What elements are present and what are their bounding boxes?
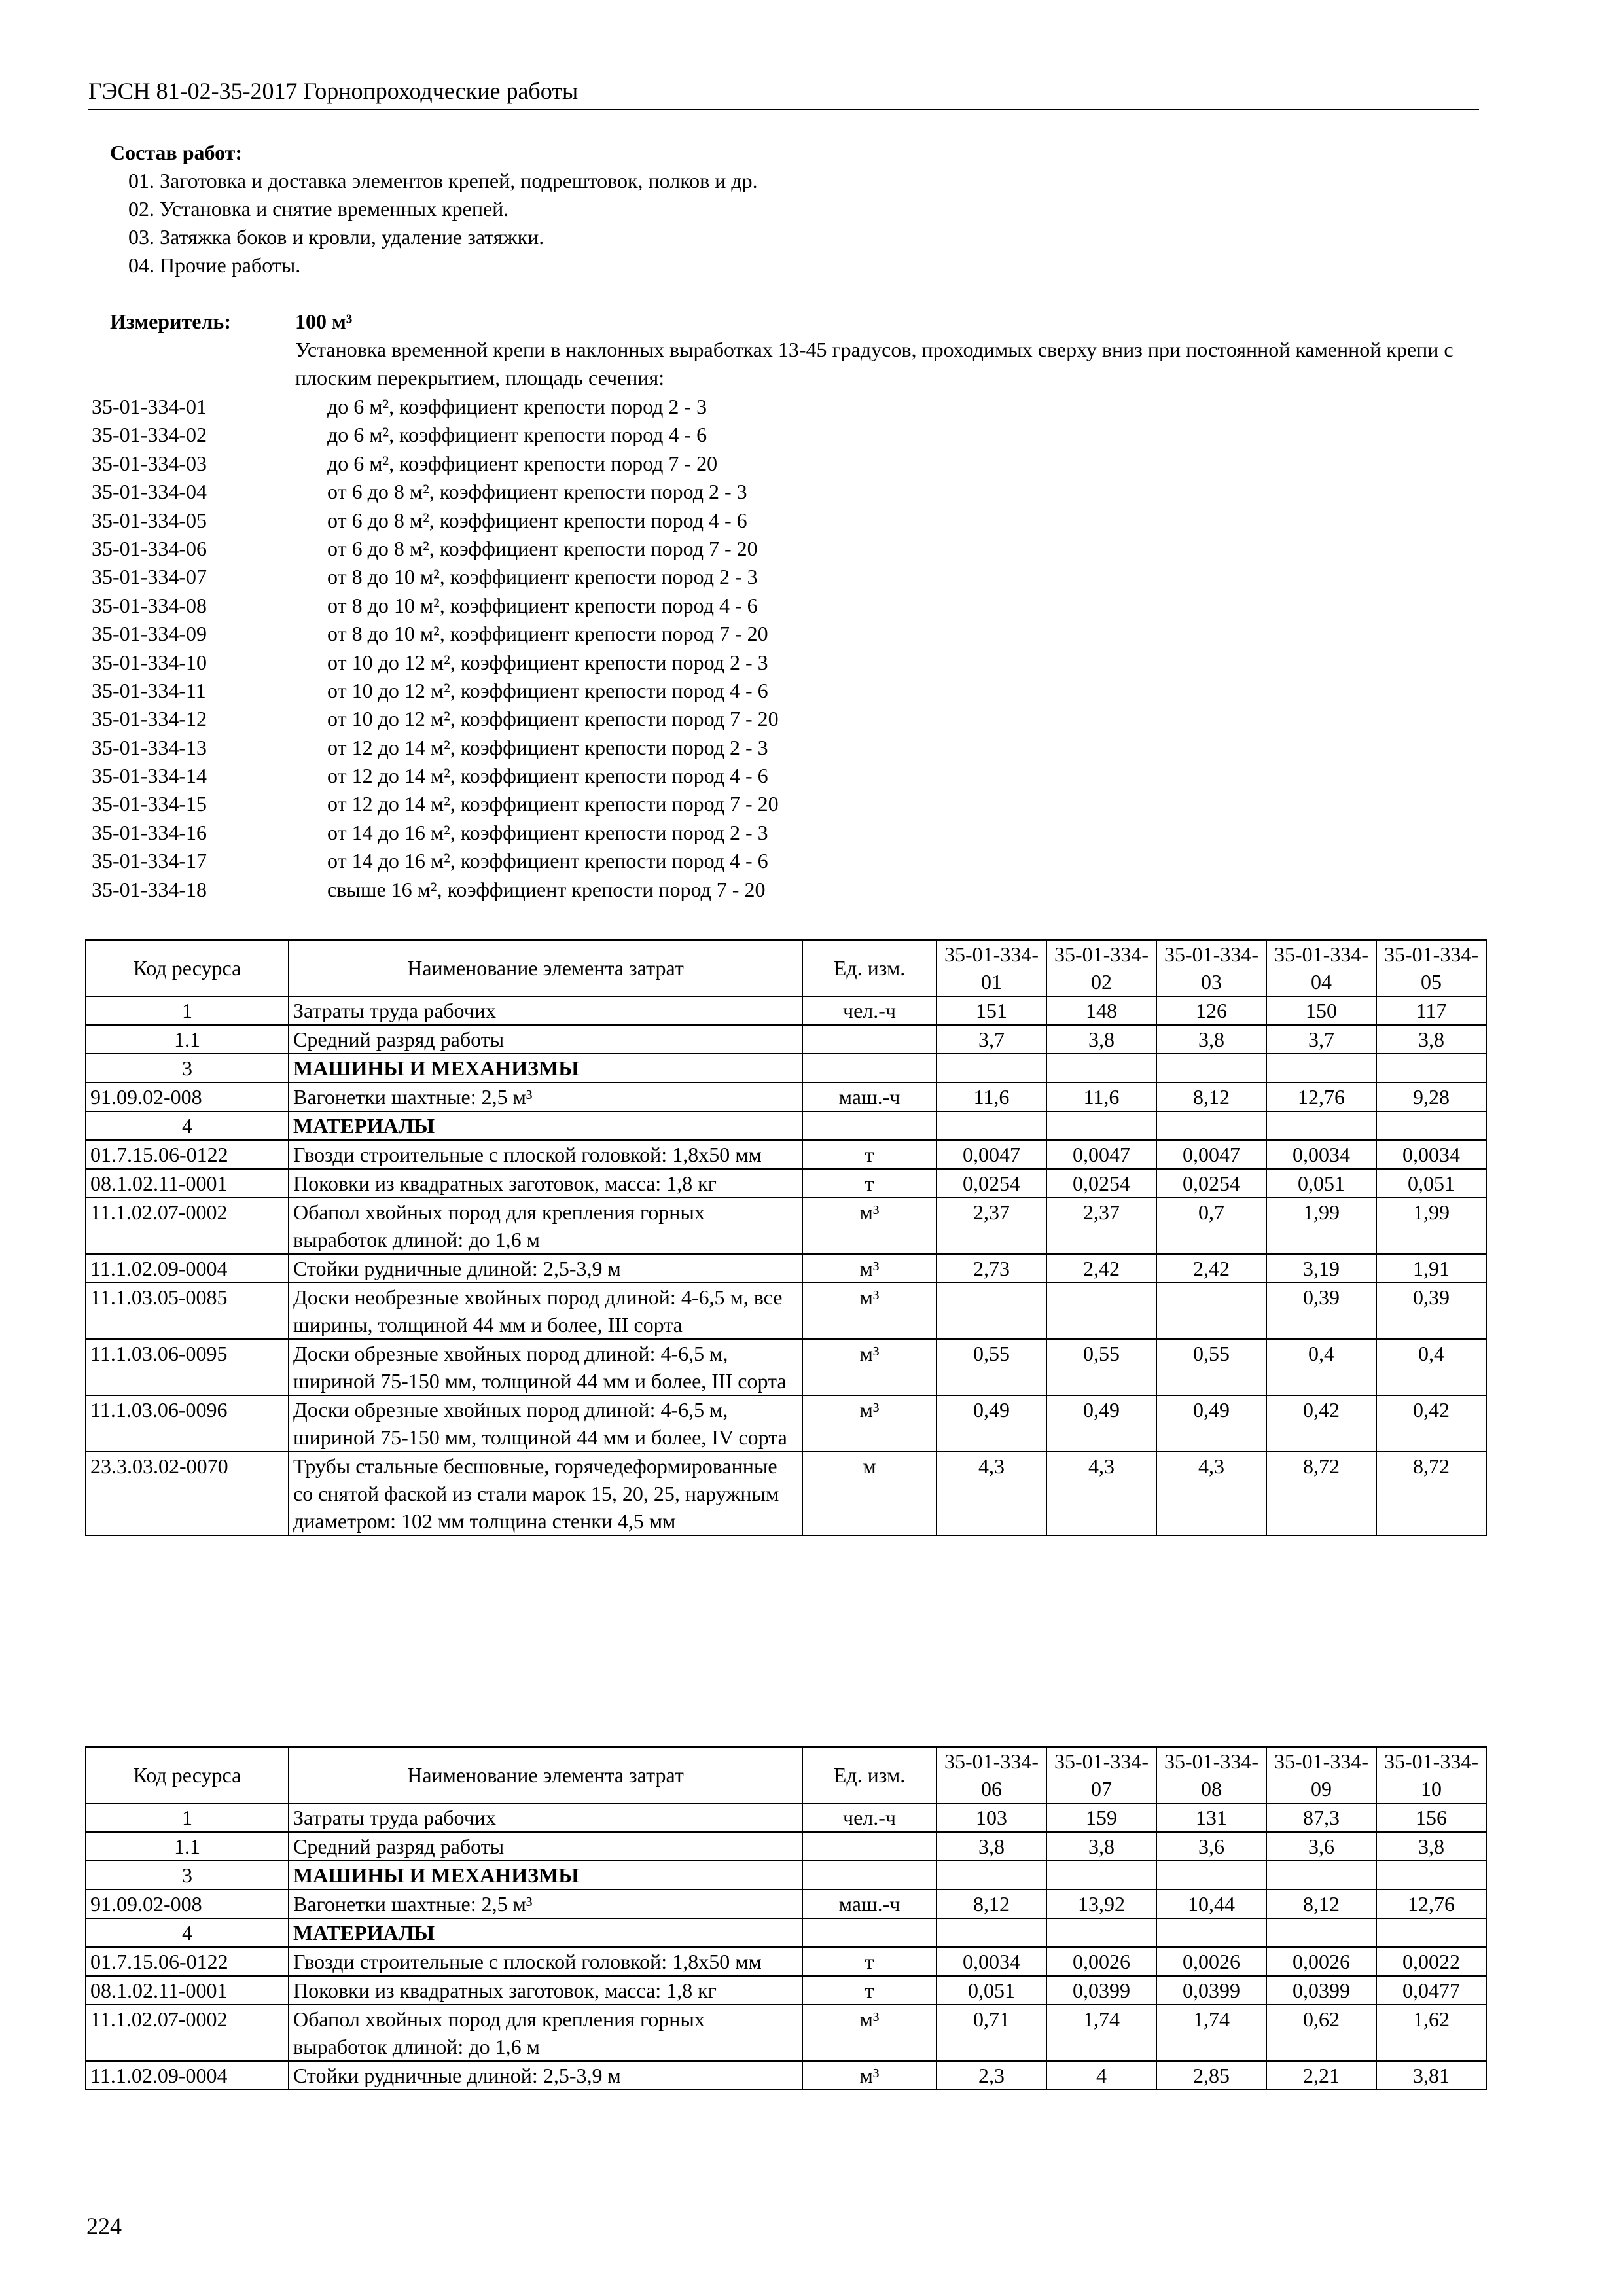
cell-code: 01.7.15.06-0122: [86, 1140, 289, 1169]
cell-value: 0,0399: [1266, 1976, 1376, 2005]
code-description: от 10 до 12 м², коэффициент крепости пород 4 - 6: [327, 678, 768, 702]
cell-unit: м³: [802, 2061, 936, 2090]
table-row: [86, 1169, 1486, 1198]
code-description: от 12 до 14 м², коэффициент крепости пород 4 - 6: [327, 764, 768, 788]
cell-code: 11.1.03.05-0085: [86, 1283, 289, 1339]
cell-value: 12,76: [1376, 1890, 1486, 1918]
code-number: 35-01-334-16: [92, 820, 207, 844]
table-row: [86, 1339, 1486, 1395]
cell-name: Вагонетки шахтные: 2,5 м³: [289, 1890, 802, 1918]
cell-code: 3: [86, 1861, 289, 1890]
table-row: [86, 1890, 1486, 1918]
code-description: от 8 до 10 м², коэффициент крепости пород 7 - 20: [327, 622, 768, 646]
table-header-row: [86, 1747, 1486, 1803]
table-row: [86, 1025, 1486, 1054]
cell-value: 11,6: [1046, 1083, 1156, 1111]
composition-item: 02. Установка и снятие временных крепей.: [128, 197, 509, 221]
header-col: 35-01-334-04: [1266, 940, 1376, 996]
cell-value: [1156, 1918, 1266, 1947]
cell-value: 0,0026: [1156, 1947, 1266, 1976]
cell-unit: м³: [802, 1254, 936, 1283]
resource-table-1: [85, 939, 1487, 1536]
cell-value: 8,72: [1266, 1452, 1376, 1535]
resource-table-2: [85, 1746, 1487, 2090]
cell-value: [936, 1861, 1046, 1890]
cell-code: 01.7.15.06-0122: [86, 1947, 289, 1976]
cell-value: 3,7: [1266, 1025, 1376, 1054]
cell-name: Средний разряд работы: [289, 1025, 802, 1054]
cell-value: [1156, 1111, 1266, 1140]
code-description: от 14 до 16 м², коэффициент крепости пород 2 - 3: [327, 820, 768, 844]
composition-item: 04. Прочие работы.: [128, 253, 301, 277]
cell-value: 10,44: [1156, 1890, 1266, 1918]
cell-value: 2,42: [1156, 1254, 1266, 1283]
header-col: 35-01-334-07: [1046, 1747, 1156, 1803]
cell-value: 103: [936, 1803, 1046, 1832]
cell-value: 0,0254: [1156, 1169, 1266, 1198]
cell-value: 2,73: [936, 1254, 1046, 1283]
cell-value: 9,28: [1376, 1083, 1486, 1111]
cell-value: [936, 1111, 1046, 1140]
code-description: от 8 до 10 м², коэффициент крепости пород 4 - 6: [327, 593, 758, 617]
cell-value: 0,71: [936, 2005, 1046, 2061]
table-row: [86, 1832, 1486, 1861]
code-description: от 14 до 16 м², коэффициент крепости пород 4 - 6: [327, 849, 768, 873]
cell-name: Вагонетки шахтные: 2,5 м³: [289, 1083, 802, 1111]
header-name: Наименование элемента затрат: [289, 1747, 802, 1803]
cell-value: 2,85: [1156, 2061, 1266, 2090]
cell-value: 0,4: [1376, 1339, 1486, 1395]
cell-unit: чел.-ч: [802, 996, 936, 1025]
cell-name: МАТЕРИАЛЫ: [289, 1918, 802, 1947]
cell-value: 3,8: [1376, 1025, 1486, 1054]
cell-unit: м³: [802, 2005, 936, 2061]
cell-value: 3,6: [1156, 1832, 1266, 1861]
cell-unit: [802, 1918, 936, 1947]
cell-value: 0,0399: [1046, 1976, 1156, 2005]
cell-unit: м³: [802, 1339, 936, 1395]
cell-value: 156: [1376, 1803, 1486, 1832]
meter-unit: 100 м³: [295, 310, 353, 333]
cell-value: 0,7: [1156, 1198, 1266, 1254]
cell-value: 0,49: [1156, 1395, 1266, 1452]
cell-value: 0,39: [1376, 1283, 1486, 1339]
code-number: 35-01-334-14: [92, 764, 207, 788]
cell-name: Обапол хвойных пород для крепления горных выработок длиной: до 1,6 м: [289, 2005, 802, 2061]
cell-value: 2,37: [936, 1198, 1046, 1254]
cell-value: 0,0254: [936, 1169, 1046, 1198]
table-row: [86, 1111, 1486, 1140]
cell-value: 3,8: [1376, 1832, 1486, 1861]
table-row: [86, 1452, 1486, 1535]
cell-value: 1,74: [1156, 2005, 1266, 2061]
cell-value: 87,3: [1266, 1803, 1376, 1832]
cell-value: 0,0034: [1376, 1140, 1486, 1169]
code-number: 35-01-334-07: [92, 565, 207, 589]
cell-value: 4,3: [936, 1452, 1046, 1535]
cell-value: 0,0026: [1046, 1947, 1156, 1976]
code-number: 35-01-334-03: [92, 451, 207, 475]
header-col: 35-01-334-02: [1046, 940, 1156, 996]
cell-code: 91.09.02-008: [86, 1083, 289, 1111]
cell-value: [936, 1918, 1046, 1947]
table-row: [86, 996, 1486, 1025]
table-row: [86, 1083, 1486, 1111]
cell-unit: т: [802, 1140, 936, 1169]
cell-name: МАТЕРИАЛЫ: [289, 1111, 802, 1140]
code-number: 35-01-334-02: [92, 423, 207, 447]
cell-value: 131: [1156, 1803, 1266, 1832]
cell-unit: [802, 1025, 936, 1054]
table-row: [86, 1803, 1486, 1832]
cell-value: [1376, 1861, 1486, 1890]
cell-value: 0,42: [1266, 1395, 1376, 1452]
table-row: [86, 1054, 1486, 1083]
cell-value: [1266, 1111, 1376, 1140]
cell-name: Гвозди строительные с плоской головкой: 1,8x50 мм: [289, 1140, 802, 1169]
cell-unit: м³: [802, 1283, 936, 1339]
code-number: 35-01-334-15: [92, 792, 207, 816]
code-number: 35-01-334-06: [92, 536, 207, 560]
cell-code: 11.1.02.09-0004: [86, 1254, 289, 1283]
cell-value: 0,0034: [936, 1947, 1046, 1976]
page-number: 224: [86, 2213, 122, 2239]
work-composition: [110, 139, 758, 279]
code-description: от 8 до 10 м², коэффициент крепости пород 2 - 3: [327, 565, 758, 589]
cell-value: [1376, 1918, 1486, 1947]
header-unit: Ед. изм.: [802, 940, 936, 996]
cell-value: 0,49: [936, 1395, 1046, 1452]
cell-value: 126: [1156, 996, 1266, 1025]
cell-code: 08.1.02.11-0001: [86, 1169, 289, 1198]
table-row: [86, 1976, 1486, 2005]
cell-code: 1.1: [86, 1025, 289, 1054]
code-number: 35-01-334-05: [92, 508, 207, 532]
cell-value: [1266, 1918, 1376, 1947]
code-number: 35-01-334-09: [92, 622, 207, 646]
header-col: 35-01-334-01: [936, 940, 1046, 996]
table-row: [86, 1198, 1486, 1254]
cell-code: 1.1: [86, 1832, 289, 1861]
cell-value: 148: [1046, 996, 1156, 1025]
cell-name: Доски обрезные хвойных пород длиной: 4-6,5 м, шириной 75-150 мм, толщиной 44 мм и более, IV сорта: [289, 1395, 802, 1452]
cell-value: 0,4: [1266, 1339, 1376, 1395]
cell-value: 3,19: [1266, 1254, 1376, 1283]
cell-value: 0,49: [1046, 1395, 1156, 1452]
cell-value: 3,8: [1046, 1025, 1156, 1054]
cell-value: 0,0022: [1376, 1947, 1486, 1976]
cell-value: [1266, 1861, 1376, 1890]
code-description: до 6 м², коэффициент крепости пород 4 - 6: [327, 423, 707, 447]
cell-unit: маш.-ч: [802, 1083, 936, 1111]
cell-value: 0,051: [1266, 1169, 1376, 1198]
cell-unit: [802, 1832, 936, 1861]
cell-name: Доски необрезные хвойных пород длиной: 4-6,5 м, все ширины, толщиной 44 мм и более, III сорта: [289, 1283, 802, 1339]
cell-value: 12,76: [1266, 1083, 1376, 1111]
page-header: [88, 76, 1479, 110]
cell-value: [1266, 1054, 1376, 1083]
cell-code: 4: [86, 1918, 289, 1947]
cell-value: 0,0399: [1156, 1976, 1266, 2005]
code-description: от 6 до 8 м², коэффициент крепости пород 7 - 20: [327, 536, 758, 560]
cell-code: 11.1.02.07-0002: [86, 2005, 289, 2061]
table-header-row: [86, 940, 1486, 996]
composition-title: Состав работ:: [110, 141, 243, 164]
cell-value: 0,0047: [1046, 1140, 1156, 1169]
composition-item: 01. Заготовка и доставка элементов крепей, подрештовок, полков и др.: [128, 169, 758, 192]
cell-value: 1,99: [1266, 1198, 1376, 1254]
table-row: [86, 1918, 1486, 1947]
table-row: [86, 2005, 1486, 2061]
code-description: от 6 до 8 м², коэффициент крепости пород 4 - 6: [327, 508, 747, 532]
cell-value: 1,91: [1376, 1254, 1486, 1283]
cell-value: [1376, 1111, 1486, 1140]
cell-value: 0,62: [1266, 2005, 1376, 2061]
code-description: от 12 до 14 м², коэффициент крепости пород 7 - 20: [327, 792, 779, 816]
cell-name: Средний разряд работы: [289, 1832, 802, 1861]
code-number: 35-01-334-17: [92, 849, 207, 873]
cell-value: 2,42: [1046, 1254, 1156, 1283]
cell-value: [1046, 1054, 1156, 1083]
cell-value: 159: [1046, 1803, 1156, 1832]
cell-name: Обапол хвойных пород для крепления горных выработок длиной: до 1,6 м: [289, 1198, 802, 1254]
code-description: от 12 до 14 м², коэффициент крепости пород 2 - 3: [327, 735, 768, 759]
header-col: 35-01-334-08: [1156, 1747, 1266, 1803]
cell-name: Стойки рудничные длиной: 2,5-3,9 м: [289, 2061, 802, 2090]
cell-name: Затраты труда рабочих: [289, 1803, 802, 1832]
cell-value: 0,0047: [1156, 1140, 1266, 1169]
cell-value: 0,55: [1156, 1339, 1266, 1395]
code-description: до 6 м², коэффициент крепости пород 7 - 20: [327, 451, 718, 475]
cell-code: 11.1.02.09-0004: [86, 2061, 289, 2090]
cell-value: 0,55: [936, 1339, 1046, 1395]
header-unit: Ед. изм.: [802, 1747, 936, 1803]
cell-value: [1046, 1918, 1156, 1947]
cell-value: 117: [1376, 996, 1486, 1025]
cell-unit: т: [802, 1976, 936, 2005]
code-description: свыше 16 м², коэффициент крепости пород 7 - 20: [327, 877, 766, 901]
cell-unit: чел.-ч: [802, 1803, 936, 1832]
cell-code: 11.1.03.06-0095: [86, 1339, 289, 1395]
cell-name: МАШИНЫ И МЕХАНИЗМЫ: [289, 1054, 802, 1083]
cell-name: Трубы стальные бесшовные, горячедеформированные со снятой фаской из стали марок 15, 20, 25, наружным диаметром: 102 мм толщина стенки 4,5 мм: [289, 1452, 802, 1535]
cell-code: 23.3.03.02-0070: [86, 1452, 289, 1535]
cell-value: 8,72: [1376, 1452, 1486, 1535]
cell-value: 1,74: [1046, 2005, 1156, 2061]
table-row: [86, 1395, 1486, 1452]
cell-value: [1046, 1283, 1156, 1339]
cell-name: Стойки рудничные длиной: 2,5-3,9 м: [289, 1254, 802, 1283]
header-title: ГЭСН 81-02-35-2017 Горнопроходческие работы: [88, 78, 579, 104]
cell-value: 8,12: [1156, 1083, 1266, 1111]
cell-value: 3,81: [1376, 2061, 1486, 2090]
cell-code: 08.1.02.11-0001: [86, 1976, 289, 2005]
cell-value: 0,0477: [1376, 1976, 1486, 2005]
cell-code: 1: [86, 996, 289, 1025]
code-number: 35-01-334-01: [92, 395, 207, 418]
cell-unit: [802, 1054, 936, 1083]
cell-value: 11,6: [936, 1083, 1046, 1111]
code-description: до 6 м², коэффициент крепости пород 2 - 3: [327, 395, 707, 418]
cell-value: 2,3: [936, 2061, 1046, 2090]
table-row: [86, 1140, 1486, 1169]
cell-unit: маш.-ч: [802, 1890, 936, 1918]
cell-value: 1,62: [1376, 2005, 1486, 2061]
cell-value: [1046, 1861, 1156, 1890]
cell-code: 4: [86, 1111, 289, 1140]
code-number: 35-01-334-10: [92, 650, 207, 674]
code-description: от 10 до 12 м², коэффициент крепости пород 7 - 20: [327, 707, 779, 731]
table-row: [86, 2061, 1486, 2090]
cell-code: 11.1.03.06-0096: [86, 1395, 289, 1452]
cell-value: 4: [1046, 2061, 1156, 2090]
cell-name: Доски обрезные хвойных пород длиной: 4-6,5 м, шириной 75-150 мм, толщиной 44 мм и более, III сорта: [289, 1339, 802, 1395]
header-col: 35-01-334-03: [1156, 940, 1266, 996]
code-number: 35-01-334-04: [92, 480, 207, 504]
table-row: [86, 1947, 1486, 1976]
cell-value: 4,3: [1156, 1452, 1266, 1535]
meter-description: Установка временной крепи в наклонных выработках 13-45 градусов, проходимых сверху вниз при постоянной каменной крепи с плоским перекрытием, площадь сечения:: [295, 338, 1454, 389]
cell-value: [1156, 1283, 1266, 1339]
cell-value: 150: [1266, 996, 1376, 1025]
cell-value: 0,39: [1266, 1283, 1376, 1339]
cell-value: 3,6: [1266, 1832, 1376, 1861]
code-number: 35-01-334-18: [92, 877, 207, 901]
cell-value: 8,12: [1266, 1890, 1376, 1918]
cell-unit: [802, 1861, 936, 1890]
cell-name: Гвозди строительные с плоской головкой: 1,8x50 мм: [289, 1947, 802, 1976]
cell-name: Поковки из квадратных заготовок, масса: 1,8 кг: [289, 1169, 802, 1198]
cell-value: [1046, 1111, 1156, 1140]
header-col: 35-01-334-06: [936, 1747, 1046, 1803]
cell-unit: м: [802, 1452, 936, 1535]
cell-value: [936, 1054, 1046, 1083]
header-col: 35-01-334-09: [1266, 1747, 1376, 1803]
code-number: 35-01-334-12: [92, 707, 207, 731]
composition-item: 03. Затяжка боков и кровли, удаление затяжки.: [128, 225, 544, 249]
cell-name: Затраты труда рабочих: [289, 996, 802, 1025]
cell-value: 2,21: [1266, 2061, 1376, 2090]
cell-unit: [802, 1111, 936, 1140]
cell-value: 0,051: [1376, 1169, 1486, 1198]
cell-value: 0,0254: [1046, 1169, 1156, 1198]
cell-value: 0,42: [1376, 1395, 1486, 1452]
cell-value: 3,7: [936, 1025, 1046, 1054]
cell-value: [936, 1283, 1046, 1339]
table-row: [86, 1254, 1486, 1283]
cell-value: 3,8: [1046, 1832, 1156, 1861]
header-code: Код ресурса: [86, 940, 289, 996]
cell-unit: т: [802, 1947, 936, 1976]
cell-value: 3,8: [1156, 1025, 1266, 1054]
header-col: 35-01-334-10: [1376, 1747, 1486, 1803]
cell-value: [1156, 1054, 1266, 1083]
cell-value: 0,0034: [1266, 1140, 1376, 1169]
cell-unit: м³: [802, 1395, 936, 1452]
cell-value: 1,99: [1376, 1198, 1486, 1254]
cell-code: 3: [86, 1054, 289, 1083]
header-code: Код ресурса: [86, 1747, 289, 1803]
cell-code: 91.09.02-008: [86, 1890, 289, 1918]
cell-code: 1: [86, 1803, 289, 1832]
cell-value: 8,12: [936, 1890, 1046, 1918]
cell-value: 0,55: [1046, 1339, 1156, 1395]
code-description: от 6 до 8 м², коэффициент крепости пород 2 - 3: [327, 480, 747, 504]
cell-unit: м³: [802, 1198, 936, 1254]
cell-code: 11.1.02.07-0002: [86, 1198, 289, 1254]
code-description: от 10 до 12 м², коэффициент крепости пород 2 - 3: [327, 650, 768, 674]
cell-value: 13,92: [1046, 1890, 1156, 1918]
cell-unit: т: [802, 1169, 936, 1198]
cell-value: 0,0047: [936, 1140, 1046, 1169]
cell-name: МАШИНЫ И МЕХАНИЗМЫ: [289, 1861, 802, 1890]
header-name: Наименование элемента затрат: [289, 940, 802, 996]
cell-name: Поковки из квадратных заготовок, масса: 1,8 кг: [289, 1976, 802, 2005]
cell-value: [1156, 1861, 1266, 1890]
meter-label: Измеритель:: [110, 310, 231, 333]
header-col: 35-01-334-05: [1376, 940, 1486, 996]
cell-value: 0,051: [936, 1976, 1046, 2005]
code-number: 35-01-334-11: [92, 678, 206, 702]
cell-value: 4,3: [1046, 1452, 1156, 1535]
code-number: 35-01-334-08: [92, 593, 207, 617]
code-number: 35-01-334-13: [92, 735, 207, 759]
cell-value: 2,37: [1046, 1198, 1156, 1254]
cell-value: 0,0026: [1266, 1947, 1376, 1976]
cell-value: [1376, 1054, 1486, 1083]
cell-value: 151: [936, 996, 1046, 1025]
table-row: [86, 1861, 1486, 1890]
table-row: [86, 1283, 1486, 1339]
cell-value: 3,8: [936, 1832, 1046, 1861]
